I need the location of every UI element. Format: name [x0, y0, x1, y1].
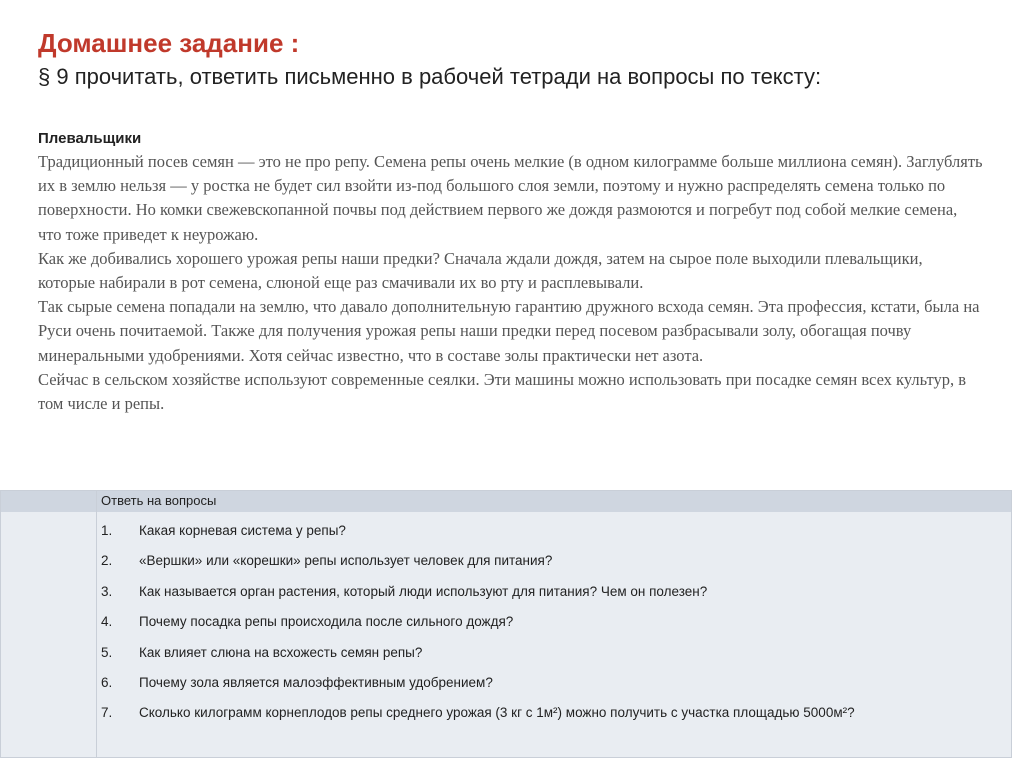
- question-text: Как называется орган растения, который люди используют для питания? Чем он полезен?: [139, 583, 708, 599]
- question-number: 4.: [101, 614, 113, 630]
- homework-instruction: § 9 прочитать, ответить письменно в рабочей тетради на вопросы по тексту:: [38, 64, 822, 89]
- questions-list: [97, 512, 1012, 729]
- question-item: [101, 516, 1012, 546]
- story-paragraph-4: Сейчас в сельском хозяйстве используют современные сеялки. Эти машины можно использовать при посадке семян всех культур, в том числе и репы.: [38, 369, 967, 414]
- story-title: Плевальщики: [38, 130, 142, 147]
- table-body-cell: [97, 512, 1013, 758]
- question-number: 5.: [101, 644, 113, 660]
- question-text: Как влияет слюна на всхожесть семян репы?: [139, 644, 423, 660]
- question-number: 2.: [101, 553, 113, 569]
- question-text: Почему посадка репы происходила после сильного дождя?: [139, 614, 514, 630]
- story-text: [38, 150, 983, 416]
- question-item: [101, 638, 1012, 668]
- question-item: [101, 698, 1012, 728]
- questions-table: [0, 490, 1012, 758]
- story-paragraph-1: Традиционный посев семян — это не про репу. Семена репы очень мелкие (в одном килограмме больше миллиона семян). Заглублять их в землю нельзя — у ростка не будет сил взойти из-под большого слоя земли, поэтому и нужно распределять семена только по поверхности. Но комки свежевскопанной почвы под действием первого же дождя размоются и погребут под собой мелкие семена, что тоже приведет к неурожаю.: [38, 152, 983, 244]
- table-body-empty-cell: [0, 512, 97, 758]
- homework-title: Домашнее задание :: [38, 28, 300, 58]
- questions-table-header-row: [0, 490, 1012, 512]
- question-item: [101, 607, 1012, 637]
- question-text: Какая корневая система у репы?: [139, 523, 346, 538]
- questions-heading: Ответь на вопросы: [101, 493, 217, 508]
- question-text: Почему зола является малоэффективным удобрением?: [139, 675, 493, 691]
- question-item: [101, 577, 1012, 607]
- question-number: 3.: [101, 583, 113, 599]
- question-text: «Вершки» или «корешки» репы использует человек для питания?: [139, 553, 553, 569]
- story-block: [38, 128, 983, 416]
- story-paragraph-2: Как же добивались хорошего урожая репы наши предки? Сначала ждали дождя, затем на сырое поле выходили плевальщики, которые набирали в рот семена, слюной еще раз смачивали их во рту и расплевывали.: [38, 248, 923, 293]
- slide-header: [38, 26, 998, 92]
- question-text: Сколько килограмм корнеплодов репы среднего урожая (3 кг с 1м²) можно получить с участка площадью 5000м²?: [139, 705, 855, 721]
- question-item: [101, 546, 1012, 576]
- questions-table-body-row: [0, 512, 1012, 758]
- question-number: 7.: [101, 705, 113, 721]
- story-paragraph-3: Так сырые семена попадали на землю, что давало дополнительную гарантию дружного всхода семян. Эта профессия, кстати, была на Руси очень почитаемой. Также для получения урожая репы наши предки перед посевом разбрасывали золу, обогащая почву минеральными удобрениями. Хотя сейчас известно, что в составе золы практически нет азота.: [38, 297, 980, 365]
- question-item: [101, 668, 1012, 698]
- question-number: 1.: [101, 523, 113, 538]
- table-header-cell: [97, 490, 1013, 512]
- question-number: 6.: [101, 675, 113, 691]
- table-header-empty-cell: [0, 490, 97, 512]
